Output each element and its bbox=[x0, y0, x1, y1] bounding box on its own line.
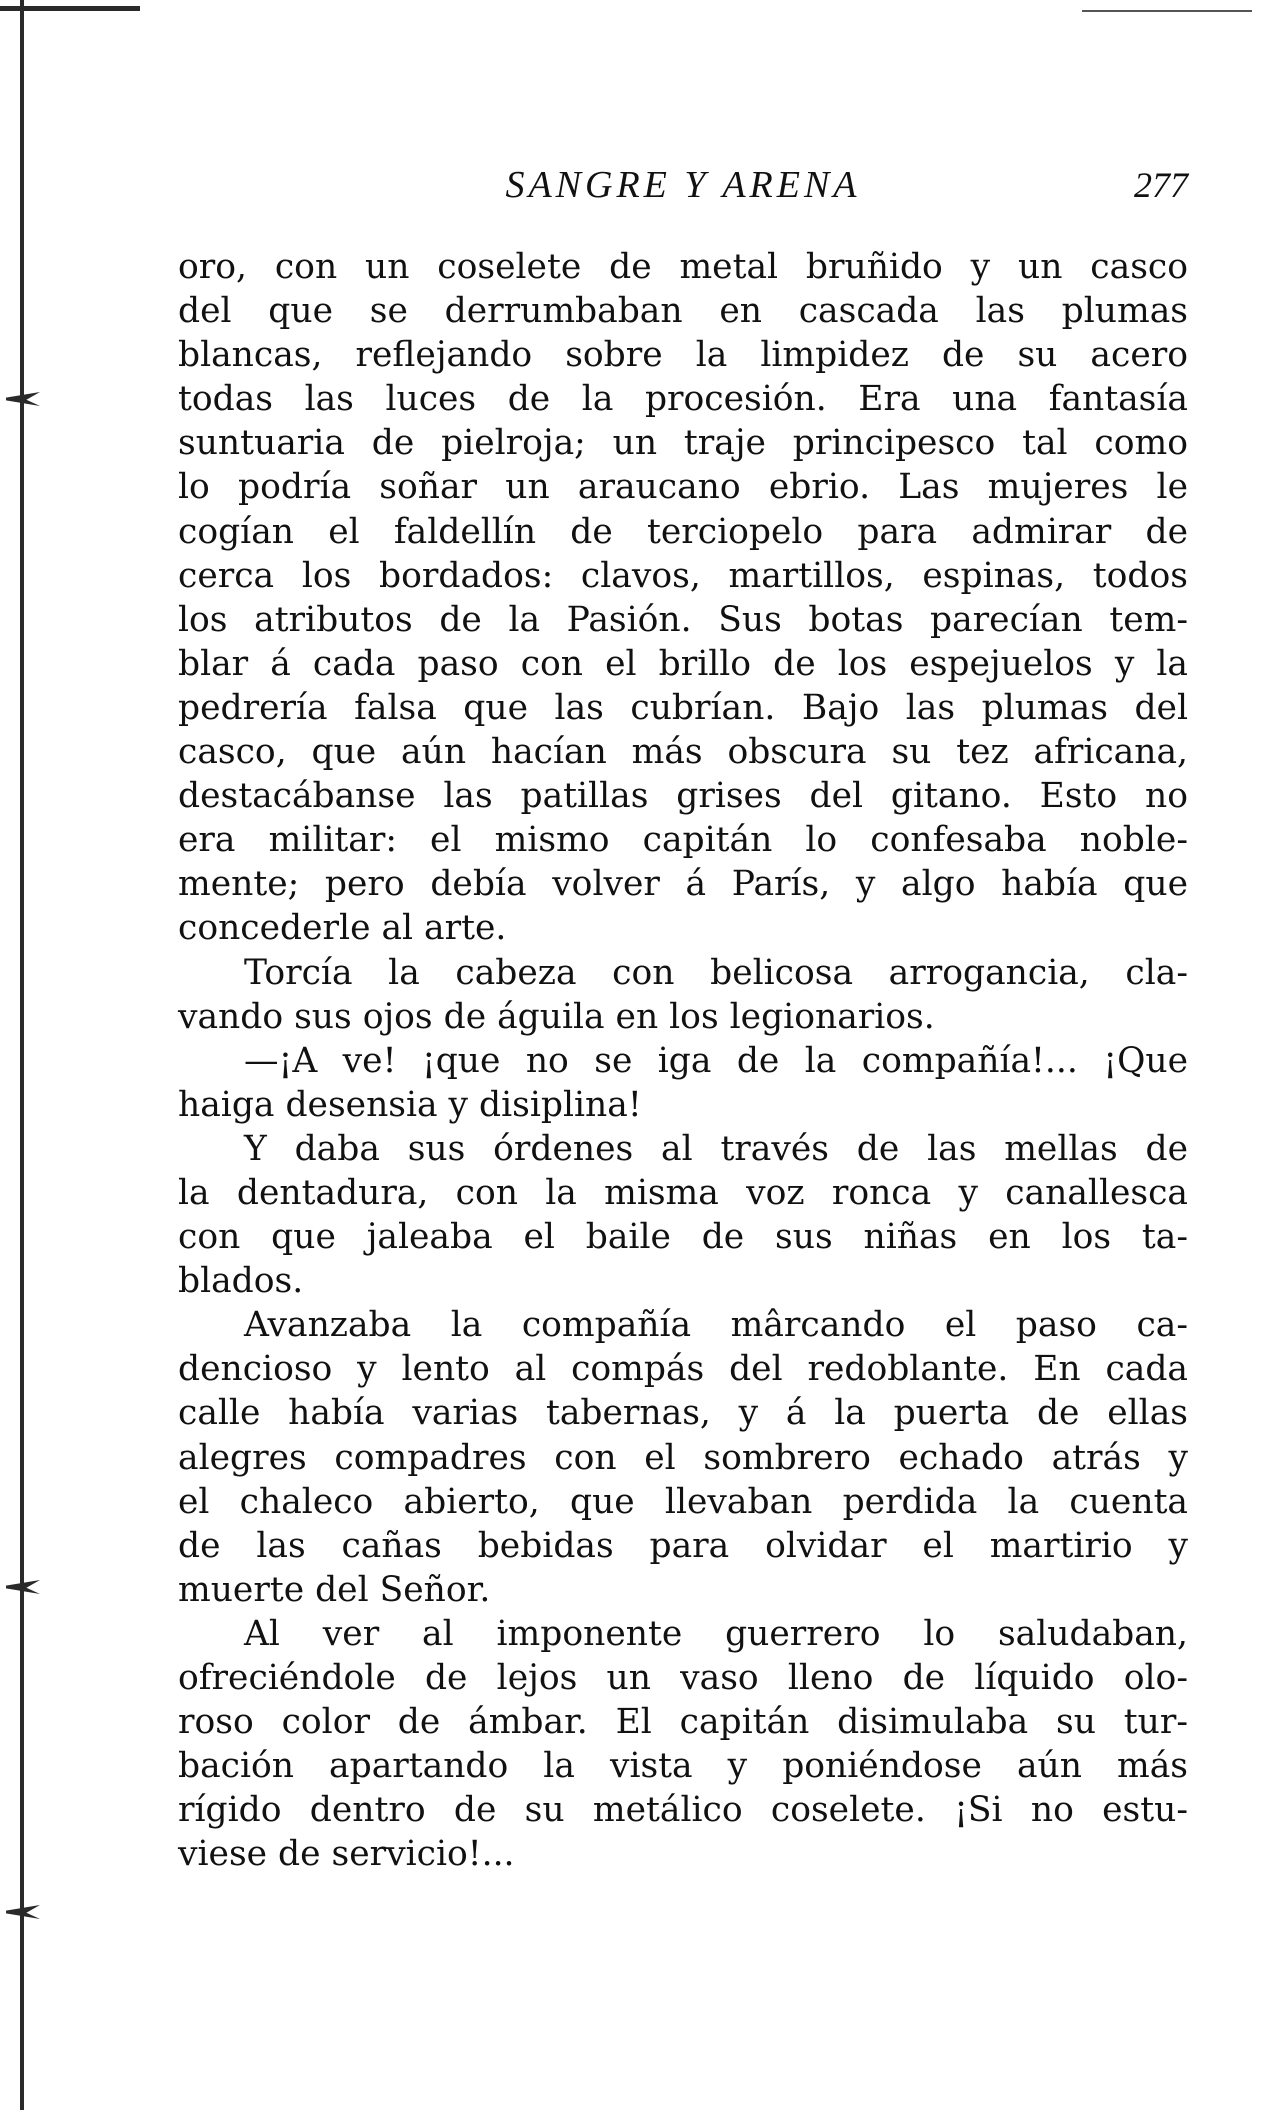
text-line: Avanzaba la compañía mârcando el paso ca- bbox=[244, 1305, 1188, 1346]
text-line: bación apartando la vista y poniéndose aún más bbox=[178, 1746, 1188, 1787]
text-line: Al ver al imponente guerrero lo saludaban, bbox=[244, 1613, 1188, 1654]
text-line: Y daba sus órdenes al través de las mellas de bbox=[244, 1128, 1188, 1169]
binding-top-edge bbox=[0, 6, 140, 11]
text-line: era militar: el mismo capitán lo confesaba noble- bbox=[178, 820, 1188, 861]
text-line: el chaleco abierto, que llevaban perdida la cuenta bbox=[178, 1481, 1188, 1522]
running-header bbox=[178, 160, 1188, 210]
text-line: los atributos de la Pasión. Sus botas parecían tem- bbox=[178, 599, 1188, 640]
text-line: con que jaleaba el baile de sus niñas en los ta- bbox=[178, 1217, 1188, 1258]
page-number: 277 bbox=[1134, 165, 1188, 205]
text-line: de las cañas bebidas para olvidar el martirio y bbox=[178, 1525, 1188, 1566]
text-line: roso color de ámbar. El capitán disimulaba su tur- bbox=[178, 1702, 1188, 1743]
running-title: SANGRE Y ARENA bbox=[505, 164, 861, 206]
text-line: suntuaria de pielroja; un traje principesco tal como bbox=[178, 423, 1188, 464]
text-line: dencioso y lento al compás del redoblante. En cada bbox=[178, 1349, 1188, 1390]
text-line: lo podría soñar un araucano ebrio. Las mujeres le bbox=[178, 467, 1188, 508]
text-line: Torcía la cabeza con belicosa arrogancia, cla- bbox=[244, 952, 1188, 993]
text-line: mente; pero debía volver á París, y algo había que bbox=[178, 864, 1188, 905]
text-line: pedrería falsa que las cubrían. Bajo las plumas del bbox=[178, 687, 1188, 728]
top-edge-rule bbox=[1082, 10, 1252, 12]
body-text bbox=[178, 245, 1188, 1876]
text-line: calle había varias tabernas, y á la puerta de ellas bbox=[178, 1393, 1188, 1434]
text-line: rígido dentro de su metálico coselete. ¡Si no estu- bbox=[178, 1790, 1188, 1831]
text-line: alegres compadres con el sombrero echado atrás y bbox=[178, 1437, 1188, 1478]
text-line: blar á cada paso con el brillo de los espejuelos y la bbox=[178, 643, 1188, 684]
text-line: todas las luces de la procesión. Era una fantasía bbox=[178, 379, 1188, 420]
text-line: ofreciéndole de lejos un vaso lleno de líquido olo- bbox=[178, 1658, 1188, 1698]
text-line: casco, que aún hacían más obscura su tez africana, bbox=[178, 732, 1188, 773]
text-line: concederle al arte. bbox=[178, 908, 507, 949]
dialogue-line: —¡A ve! ¡que no se iga de la compañía!... ¡Que bbox=[244, 1040, 1188, 1081]
text-line: del que se derrumbaban en cascada las plumas bbox=[178, 291, 1188, 332]
text-line: destacábanse las patillas grises del gitano. Esto no bbox=[178, 776, 1188, 817]
text-line: viese de servicio!... bbox=[178, 1834, 515, 1875]
dialogue-line: haiga desensia y disiplina! bbox=[178, 1084, 642, 1125]
text-line: la dentadura, con la misma voz ronca y canallesca bbox=[178, 1172, 1188, 1213]
text-line: oro, con un coselete de metal bruñido y un casco bbox=[178, 247, 1188, 287]
text-line: muerte del Señor. bbox=[178, 1569, 491, 1610]
page-binding-edge bbox=[20, 0, 24, 2110]
text-line: cogían el faldellín de terciopelo para admirar de bbox=[178, 511, 1188, 552]
text-line: blados. bbox=[178, 1261, 304, 1302]
text-line: vando sus ojos de águila en los legionarios. bbox=[178, 996, 935, 1037]
text-line: cerca los bordados: clavos, martillos, espinas, todos bbox=[178, 555, 1188, 596]
text-line: blancas, reflejando sobre la limpidez de su acero bbox=[178, 335, 1188, 376]
